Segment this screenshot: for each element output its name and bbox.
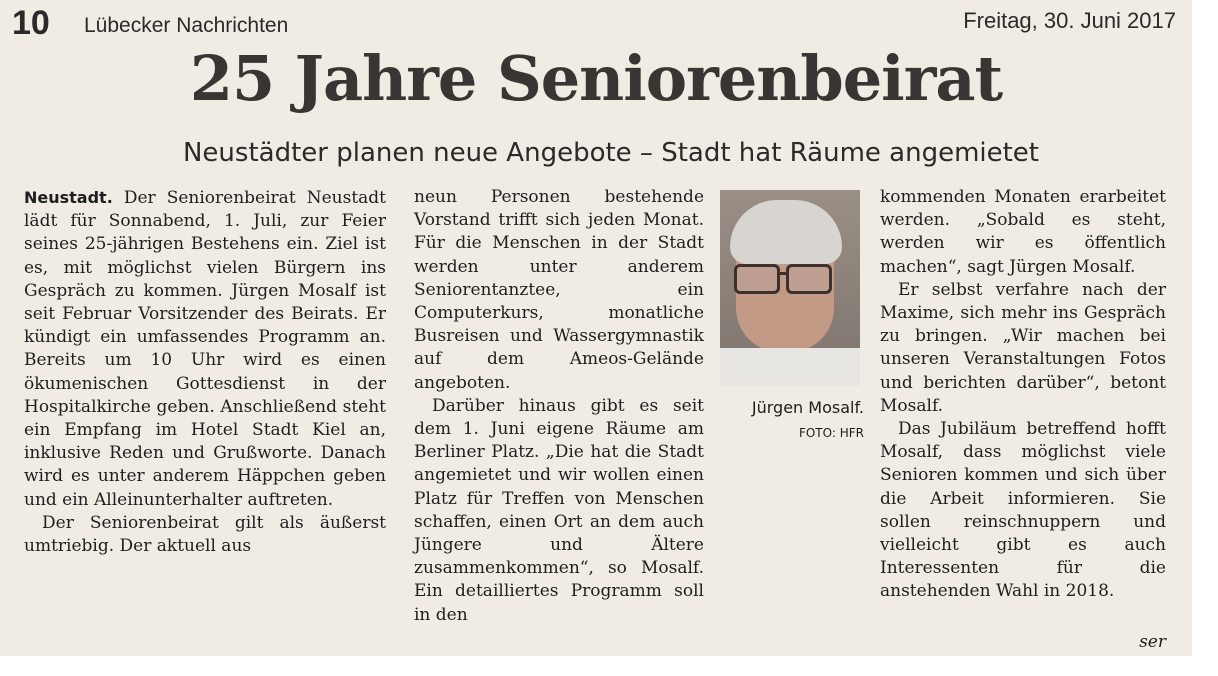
glasses-left-lens (734, 264, 780, 294)
article-column-1 (24, 186, 386, 558)
portrait-photo (720, 190, 860, 386)
paragraph: neun Personen bestehende Vorstand trifft sich jeden Monat. Für die Menschen in der Stadt werden unter anderem Seniorentanztee, ein Computerkurs, monatliche Busreisen und Wassergymnastik auf dem Ameos-Gelände angeboten. (414, 187, 704, 393)
paragraph-text: Der Seniorenbeirat Neustadt lädt für Sonnabend, 1. Juli, zur Feier seines 25-jährigen Bestehens ein. Ziel ist es, mit möglichst vielen Bürgern ins Gespräch zu kommen. Jürgen Mosalf ist seit Februar Vorsitzender des Beirats. Er kündigt ein umfassendes Programm an. Bereits um 10 Uhr wird es einen ökumenischen Gottesdienst in der Hospitalkirche geben. Anschließend steht ein Empfang im Hotel Stadt Kiel an, inklusive Reden und Grußworte. Danach wird es unter anderem Häppchen geben und ein Alleinunterhalter auftreten. (24, 188, 386, 510)
newspaper-name: Lübecker Nachrichten (84, 14, 289, 37)
dateline: Neustadt. (24, 188, 113, 207)
paragraph: Der Seniorenbeirat gilt als äußerst umtriebig. Der aktuell aus (24, 512, 386, 557)
glasses-right-lens (786, 264, 832, 294)
article-headline: 25 Jahre Seniorenbeirat (189, 42, 1003, 115)
paragraph: kommenden Monaten erarbeitet werden. „Sobald es steht, werden wir es öffentlich machen“, sagt Jürgen Mosalf. (880, 187, 1166, 277)
paragraph: Darüber hinaus gibt es seit dem 1. Juni eigene Räume am Berliner Platz. „Die hat die Stadt angemietet und wir wollen einen Platz für Treffen von Menschen schaffen, einen Ort an dem auch Jüngere und Ältere zusammenkommen“, so Mosalf. Ein detailliertes Programm soll in den (414, 395, 704, 625)
paragraph: Er selbst verfahre nach der Maxime, sich mehr ins Gespräch zu bringen. „Wir machen bei unseren Veranstaltungen Fotos und berichten darüber“, betont Mosalf. (880, 279, 1166, 416)
page-number: 10 (12, 4, 50, 42)
article-subheadline: Neustädter planen neue Angebote – Stadt hat Räume angemietet (182, 138, 1040, 168)
photo-credit: FOTO: HFR (798, 426, 864, 440)
issue-date: Freitag, 30. Juni 2017 (963, 8, 1176, 33)
paragraph (24, 186, 386, 512)
paragraph: Das Jubiläum betreffend hofft Mosalf, dass möglichst viele Senioren kommen und sich über die Arbeit informieren. Sie sollen reinschnuppern und vielleicht gibt es auch Interessenten für die anstehenden Wahl in 2018. (880, 419, 1166, 602)
portrait-hair (730, 200, 842, 264)
portrait-shirt (720, 348, 860, 386)
article-column-2 (414, 186, 704, 627)
author-initials: ser (1139, 632, 1166, 652)
article-column-3 (880, 186, 1166, 604)
photo-caption: Jürgen Mosalf. (751, 398, 864, 417)
